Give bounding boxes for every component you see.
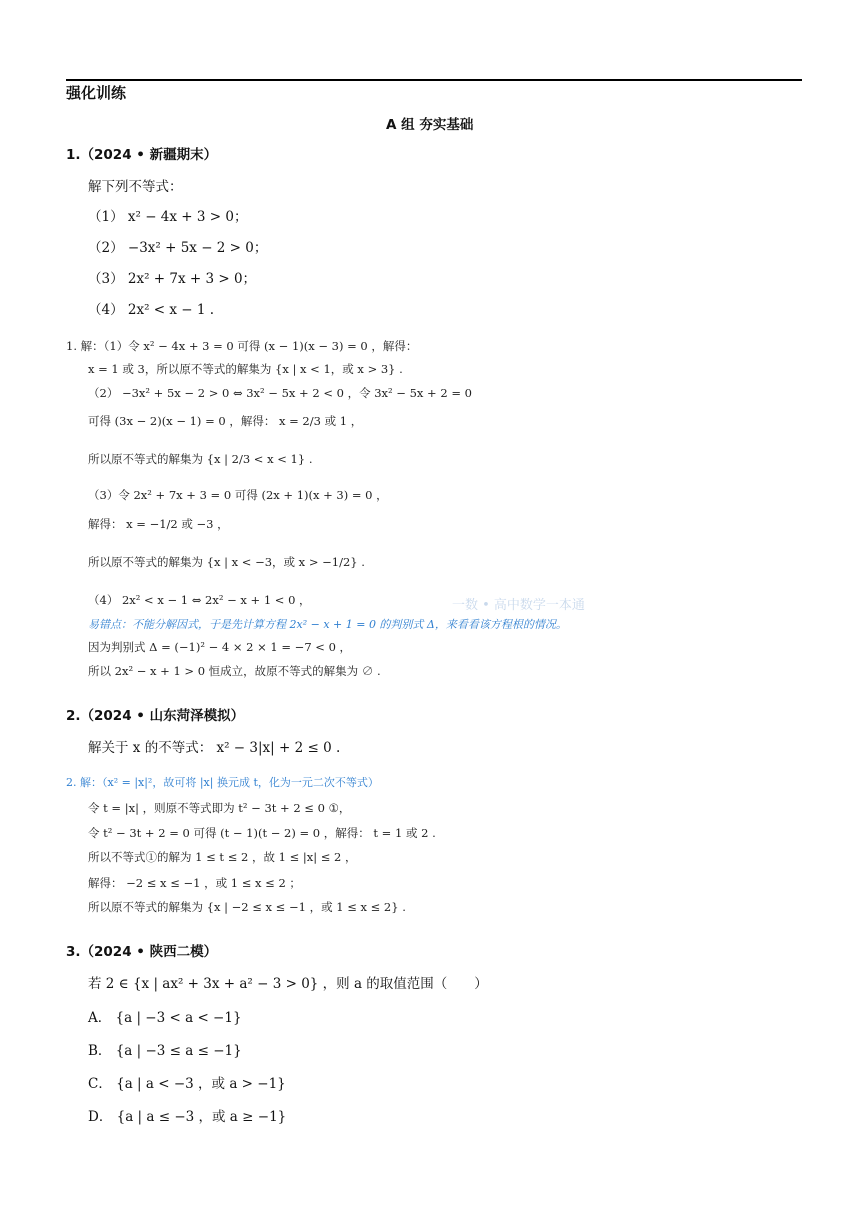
solution-1-line-10: 因为判别式 Δ = (−1)² − 4 × 2 × 1 = −7 < 0 ， (88, 640, 352, 654)
watermark: 一数 • 高中数学一本通 (452, 598, 585, 613)
solution-2-note: 2. 解：（x² = |x|²，故可将 |x| 换元成 t，化为一元二次不等式） (66, 776, 379, 789)
solution-1-line-7: 解得： x = −1/2 或 −3 ， (88, 517, 229, 531)
solution-1-line-8: 所以原不等式的解集为 {x | x < −3，或 x > −1/2} . (88, 555, 365, 569)
question-3-prompt: 若 2 ∈ {x | ax² + 3x + a² − 3 > 0} ，则 a 的取值范围（ ） (88, 976, 488, 992)
solution-2-line-1: 令 t = |x| ，则原不等式即为 t² − 3t + 2 ≤ 0 ①， (88, 801, 351, 815)
solution-1-line-11: 所以 2x² − x + 1 > 0 恒成立，故原不等式的解集为 ∅ . (88, 664, 381, 678)
question-1-part-4: （4） 2x² < x − 1 . (88, 302, 215, 318)
question-2-prompt: 解关于 x 的不等式： x² − 3|x| + 2 ≤ 0 . (88, 740, 341, 756)
question-1-heading: 1.（2024 • 新疆期末） (66, 147, 218, 163)
solution-2-line-2: 令 t² − 3t + 2 = 0 可得 (t − 1)(t − 2) = 0 ，解得： t = 1 或 2 . (88, 826, 436, 840)
solution-1-line-5: 所以原不等式的解集为 {x | 2/3 < x < 1} . (88, 452, 313, 466)
solution-1-line-2: x = 1 或 3，所以原不等式的解集为 {x | x < 1，或 x > 3} . (88, 362, 403, 376)
header-rule (66, 79, 802, 81)
solution-1-line-6: （3）令 2x² + 7x + 3 = 0 可得 (2x + 1)(x + 3) = 0 ， (88, 488, 388, 502)
question-3-option-a: A． {a | −3 < a < −1} (88, 1010, 242, 1026)
question-3-option-b: B． {a | −3 ≤ a ≤ −1} (88, 1043, 242, 1059)
solution-2-line-3: 所以不等式①的解为 1 ≤ t ≤ 2 ，故 1 ≤ |x| ≤ 2 ， (88, 850, 357, 864)
section-title: 强化训练 (66, 84, 127, 102)
question-1-part-2: （2） −3x² + 5x − 2 > 0； (88, 240, 268, 256)
question-3-heading: 3.（2024 • 陕西二模） (66, 944, 218, 960)
question-2-heading: 2.（2024 • 山东菏泽模拟） (66, 708, 245, 724)
solution-2-line-4: 解得： −2 ≤ x ≤ −1 ，或 1 ≤ x ≤ 2 ； (88, 876, 301, 890)
solution-1-line-3: （2） −3x² + 5x − 2 > 0 ⇔ 3x² − 5x + 2 < 0 ，令 3x² − 5x + 2 = 0 (88, 386, 472, 400)
question-3-option-c: C． {a | a < −3 ，或 a > −1} (88, 1076, 286, 1092)
solution-1-line-1: 1. 解：（1）令 x² − 4x + 3 = 0 可得 (x − 1)(x − 3) = 0 ，解得： (66, 339, 418, 353)
question-1-part-1: （1） x² − 4x + 3 > 0； (88, 209, 248, 225)
group-title: A 组 夯实基础 (386, 117, 474, 133)
question-1-prompt: 解下列不等式： (88, 179, 183, 195)
solution-2-line-5: 所以原不等式的解集为 {x | −2 ≤ x ≤ −1 ，或 1 ≤ x ≤ 2} . (88, 900, 406, 914)
solution-1-line-9: （4） 2x² < x − 1 ⇔ 2x² − x + 1 < 0 ， (88, 593, 311, 607)
question-1-part-3: （3） 2x² + 7x + 3 > 0； (88, 271, 257, 287)
question-3-option-d: D． {a | a ≤ −3 ，或 a ≥ −1} (88, 1109, 287, 1125)
solution-1-line-4: 可得 (3x − 2)(x − 1) = 0 ，解得： x = 2/3 或 1 ， (88, 414, 363, 428)
solution-1-note: 易错点：不能分解因式，于是先计算方程 2x² − x + 1 = 0 的判别式 Δ，来看看该方程根的情况。 (88, 618, 567, 631)
